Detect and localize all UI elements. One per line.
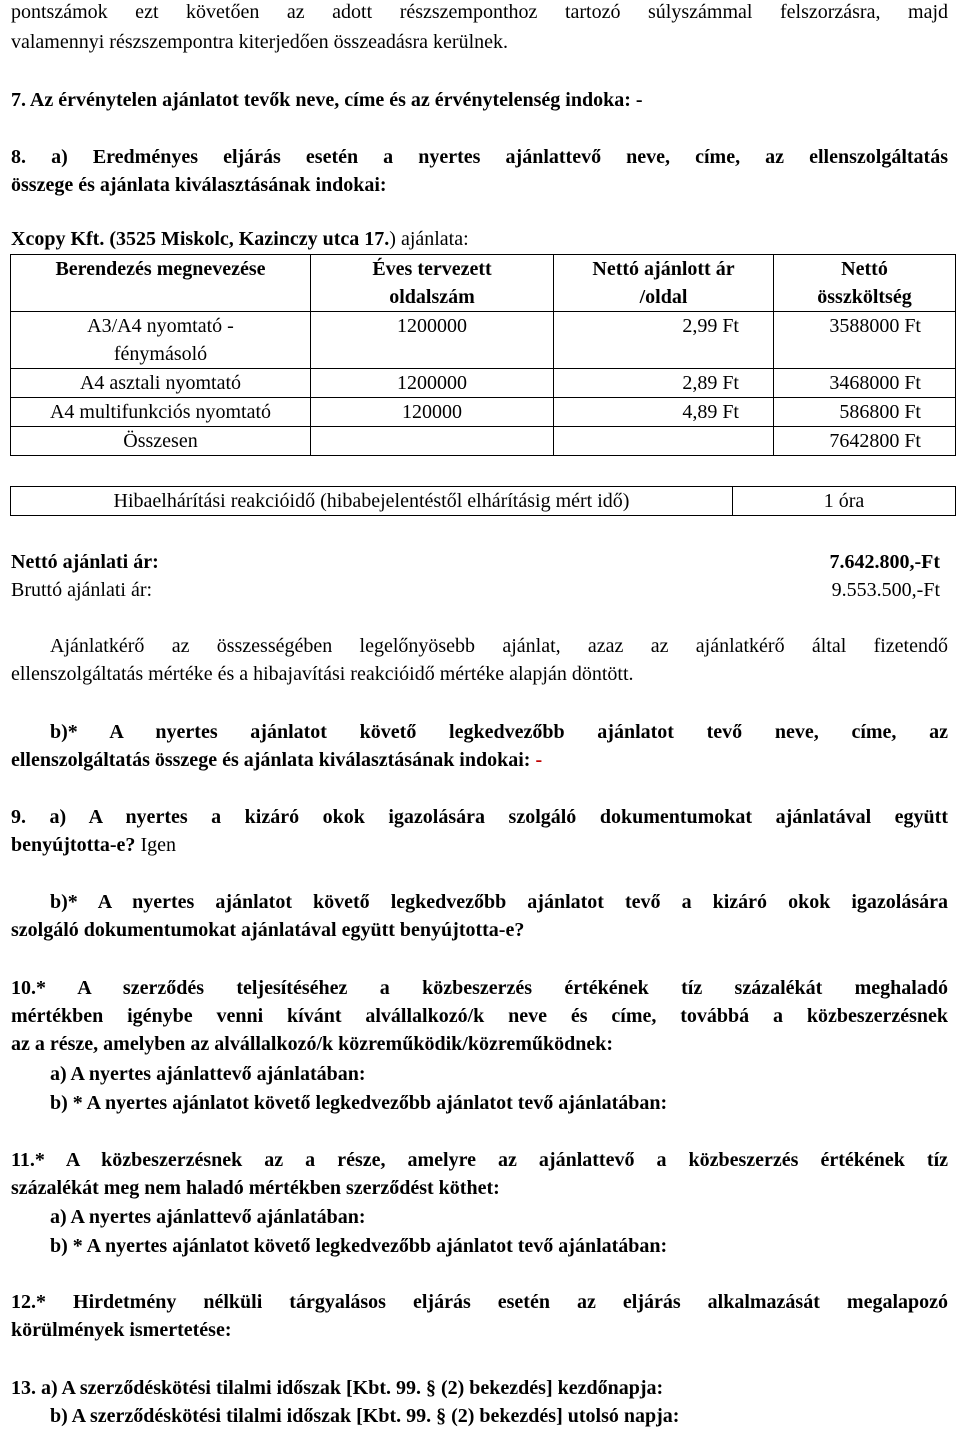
grand-total-value: 7642800 Ft (774, 427, 956, 456)
winner-name: Xcopy Kft. (3525 Miskolc, Kazinczy utca 17. (11, 228, 390, 250)
price-table (10, 254, 956, 456)
header-unit-price: Nettó ajánlott ár /oldal (554, 255, 774, 312)
pages-value: 120000 (311, 398, 554, 427)
section-9b-line-1: b)* A nyertes ajánlatot követő legkedvezőbb ajánlatot tevő a kizáró okok igazolására (50, 891, 948, 913)
section-13-a: 13. a) A szerződéskötési tilalmi időszak [Kbt. 99. § (2) bekezdés] kezdőnapja: (11, 1377, 664, 1399)
table-row (11, 312, 956, 369)
total-label: Összesen (11, 427, 311, 456)
winner-line (11, 227, 948, 251)
decision-line-1: Ajánlatkérő az összességében legelőnyösebb ajánlat, azaz az ajánlatkérő által fizetendő (50, 635, 948, 657)
response-time-value: 1 óra (733, 487, 956, 516)
section-9a-line-2: benyújtotta-e? Igen (11, 834, 176, 856)
price-table-header (11, 255, 956, 312)
unit-price-value: 4,89 Ft (554, 398, 774, 427)
device-name: A4 multifunkciós nyomtató (11, 398, 311, 427)
section-9a-line-1: 9. a) A nyertes a kizáró okok igazolására szolgáló dokumentumokat ajánlatával együtt (11, 806, 948, 828)
section-11-b: b) * A nyertes ajánlatot követő legkedvezőbb ajánlatot tevő ajánlatában: (50, 1235, 668, 1257)
section-8b-dash: - (530, 749, 543, 771)
section-11-a: a) A nyertes ajánlattevő ajánlatában: (50, 1206, 366, 1228)
table-row (11, 398, 956, 427)
section-8a-line-1: 8. a) Eredményes eljárás esetén a nyertes ajánlattevő neve, címe, az ellenszolgáltatás (11, 146, 948, 168)
table-total-row (11, 427, 956, 456)
winner-suffix: ) ajánlata: (389, 228, 469, 250)
section-10-line-2: mértékben igénybe venni kívánt alvállalkozó/k neve és címe, továbbá a közbeszerzésnek (11, 1005, 948, 1027)
unit-price-value: 2,89 Ft (554, 369, 774, 398)
section-7-heading: 7. Az érvénytelen ajánlatot tevők neve, címe és az érvénytelenség indoka: - (11, 89, 643, 111)
section-8b-line-1: b)* A nyertes ajánlatot követő legkedvezőbb ajánlatot tevő neve, címe, az (50, 721, 948, 743)
section-13-b: b) A szerződéskötési tilalmi időszak [Kbt. 99. § (2) bekezdés] utolsó napja: (50, 1405, 680, 1427)
empty-cell (311, 427, 554, 456)
response-time-label: Hibaelhárítási reakcióidő (hibabejelentéstől elhárításig mért idő) (11, 487, 733, 516)
unit-price-value: 2,99 Ft (554, 312, 774, 369)
pages-value: 1200000 (311, 369, 554, 398)
section-11-line-2: százalékát meg nem haladó mértékben szerződést köthet: (11, 1177, 500, 1199)
section-11-line-1: 11.* A közbeszerzésnek az a része, amelyre az ajánlattevő a közbeszerzés értékének tíz (11, 1149, 948, 1171)
section-10-line-1: 10.* A szerződés teljesítéséhez a közbeszerzés értékének tíz százalékát meghaladó (11, 977, 948, 999)
empty-cell (554, 427, 774, 456)
section-10-b: b) * A nyertes ajánlatot követő legkedvezőbb ajánlatot tevő ajánlatában: (50, 1092, 668, 1114)
section-12-line-2: körülmények ismertetése: (11, 1319, 232, 1341)
table-row (11, 369, 956, 398)
total-value: 586800 Ft (774, 398, 956, 427)
section-10-a: a) A nyertes ajánlattevő ajánlatában: (50, 1063, 366, 1085)
device-name: A4 asztali nyomtató (11, 369, 311, 398)
section-9a-answer: Igen (135, 834, 176, 856)
intro-line-2: valamennyi részszempontra kiterjedően összeadásra kerülnek. (11, 31, 509, 53)
gross-price-value: 9.553.500,-Ft (831, 579, 940, 601)
header-total: Nettó összköltség (774, 255, 956, 312)
header-device: Berendezés megnevezése (11, 255, 311, 312)
section-12-line-1: 12.* Hirdetmény nélküli tárgyalásos eljárás esetén az eljárás alkalmazását megalapozó (11, 1291, 948, 1313)
section-8a-line-2: összege és ajánlata kiválasztásának indokai: (11, 174, 387, 196)
intro-line-1: pontszámok ezt követően az adott részszemponthoz tartozó súlyszámmal felszorzásra, majd (11, 1, 948, 23)
pages-value: 1200000 (311, 312, 554, 369)
net-price-value: 7.642.800,-Ft (829, 551, 940, 573)
net-price-label: Nettó ajánlati ár: (11, 551, 159, 573)
section-8b-line-2: ellenszolgáltatás összege és ajánlata kiválasztásának indokai: - (11, 749, 543, 771)
table-row (11, 487, 956, 516)
header-pages: Éves tervezett oldalszám (311, 255, 554, 312)
gross-price-label: Bruttó ajánlati ár: (11, 579, 153, 601)
device-name: A3/A4 nyomtató - fénymásoló (11, 312, 311, 369)
decision-line-2: ellenszolgáltatás mértéke és a hibajavítási reakcióidő mértéke alapján döntött. (11, 663, 634, 685)
total-value: 3588000 Ft (774, 312, 956, 369)
response-time-table (10, 486, 956, 516)
section-10-line-3: az a része, amelyben az alvállalkozó/k közreműködik/közreműködnek: (11, 1033, 614, 1055)
section-9b-line-2: szolgáló dokumentumokat ajánlatával együtt benyújtotta-e? (11, 919, 525, 941)
total-value: 3468000 Ft (774, 369, 956, 398)
